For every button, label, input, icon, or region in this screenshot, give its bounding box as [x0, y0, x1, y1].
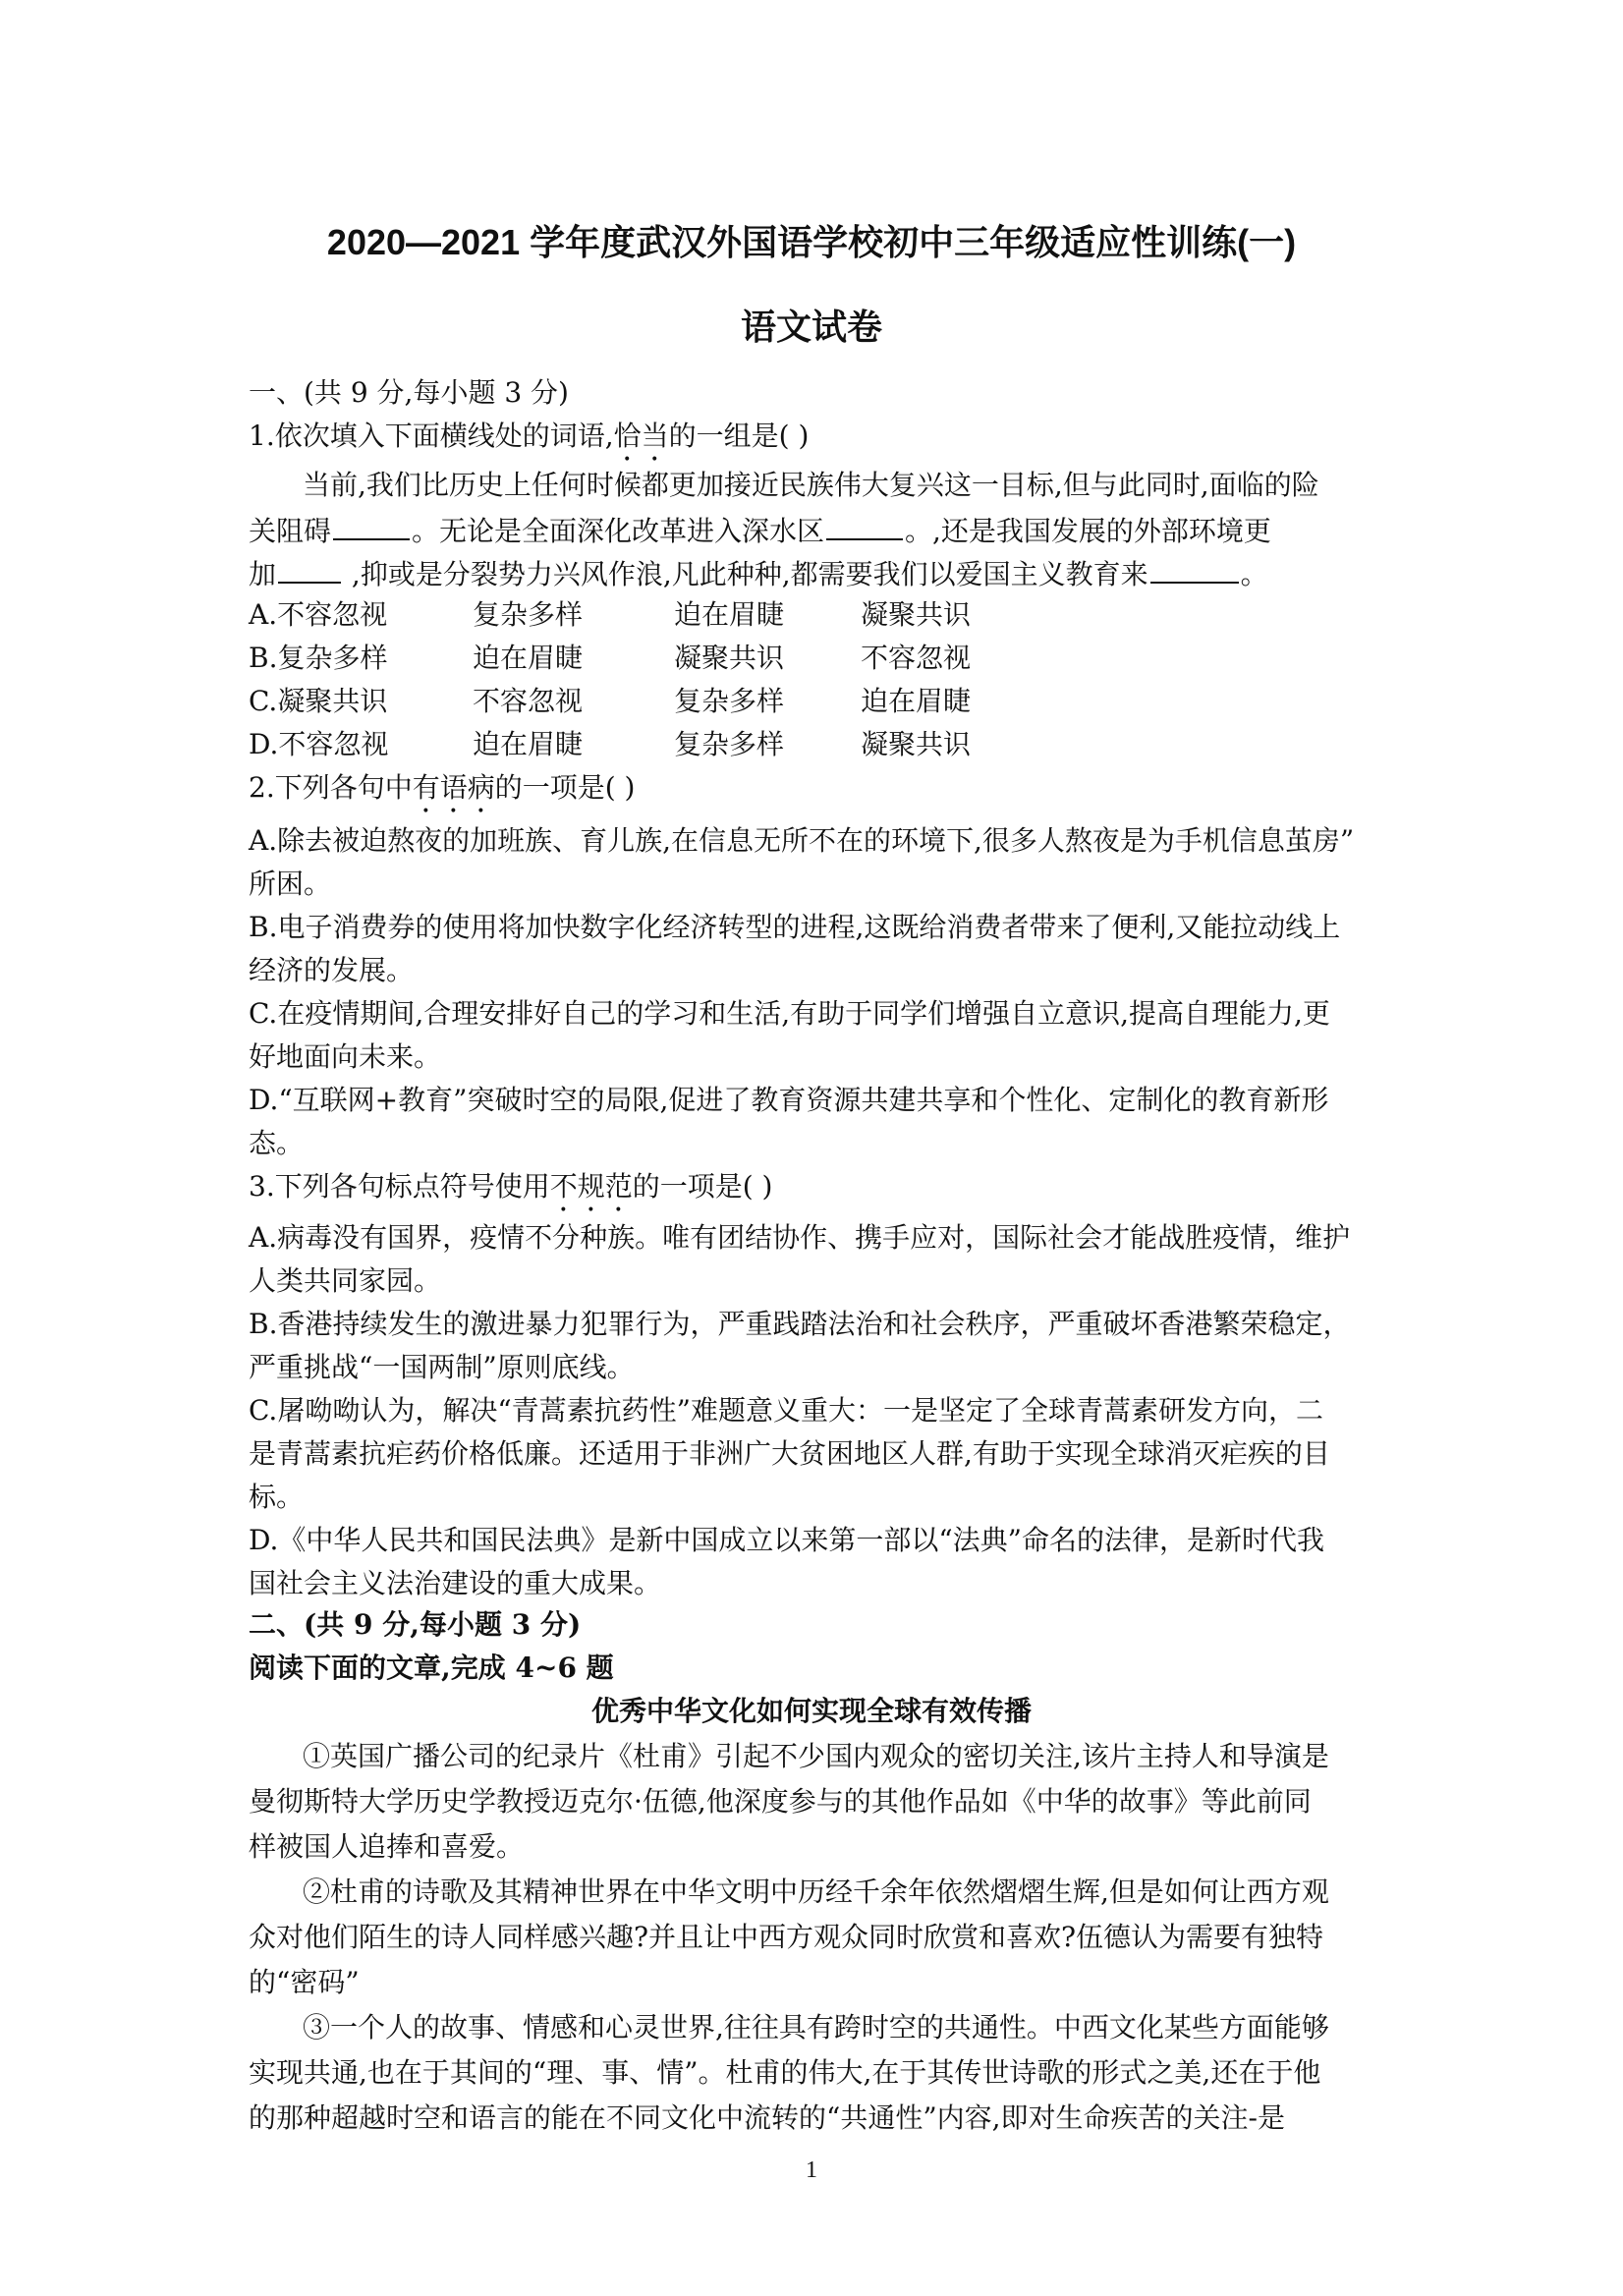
option-word: 凝聚共识	[861, 728, 972, 760]
page-title: 2020—2021 学年度武汉外国语学校初中三年级适应性训练(一)	[326, 222, 1297, 262]
question-2-stem	[249, 768, 1388, 819]
option-a	[249, 595, 1388, 635]
article-paragraph-line: 实现共通,也在于其间的“理、事、情”。杜甫的伟大,在于其传世诗歌的形式之美,还在于他	[249, 2056, 1321, 2089]
q3-option-d-line: 国社会主义法治建设的重大成果。	[249, 1567, 662, 1599]
passage-line	[249, 509, 1388, 551]
option-word: 复杂多样	[473, 598, 584, 631]
section-2-heading: 二、(共 9 分,每小题 3 分)	[249, 1608, 582, 1641]
option-label: C.凝聚共识	[249, 685, 388, 717]
option-word: 凝聚共识	[674, 642, 785, 674]
option-word: 迫在眉睫	[861, 685, 972, 717]
fill-blank-3	[278, 552, 341, 584]
article-paragraph-line: 众对他们陌生的诗人同样感兴趣?并且让中西方观众同时欣赏和喜欢?伍德认为需要有独特	[249, 1921, 1324, 1953]
stem-emphasis: 有语病	[412, 771, 495, 804]
passage-text: 。	[1240, 558, 1268, 590]
stem-text: 的一组是( )	[668, 420, 810, 452]
option-label: B.复杂多样	[249, 642, 388, 674]
article-paragraph-line: 样被国人追捧和喜爱。	[249, 1830, 525, 1863]
option-b	[249, 639, 1388, 678]
page-number: 1	[806, 2157, 817, 2183]
q3-option-b-line: 严重挑战“一国两制”原则底线。	[249, 1351, 635, 1383]
option-word: 不容忽视	[861, 642, 972, 674]
q2-option-b-line: B.电子消费券的使用将加快数字化经济转型的进程,这既给消费者带来了便利,又能拉动线上	[249, 911, 1341, 943]
stem-emphasis: 不规范	[549, 1170, 633, 1203]
passage-text: 关阻碍	[249, 515, 332, 547]
passage-line	[249, 552, 1388, 594]
option-label: A.不容忽视	[249, 598, 388, 631]
question-3-stem	[249, 1167, 1388, 1218]
stem-text: 的一项是( )	[494, 771, 636, 804]
passage-text: 加	[249, 558, 277, 590]
passage-text: 。,还是我国发展的外部环境更	[905, 515, 1271, 547]
option-word: 迫在眉睫	[473, 642, 584, 674]
q3-option-c-line: C.屠呦呦认为，解决“青蒿素抗药性”难题意义重大：一是坚定了全球青蒿素研发方向，二	[249, 1394, 1323, 1427]
q3-option-c-line: 是青蒿素抗疟药价格低廉。还适用于非洲广大贫困地区人群,有助于实现全球消灭疟疾的目	[249, 1437, 1330, 1470]
option-label: D.不容忽视	[249, 728, 389, 760]
question-1-stem	[249, 417, 1388, 468]
section-1-heading: 一、(共 9 分,每小题 3 分)	[249, 376, 569, 409]
q3-option-a-line: 人类共同家园。	[249, 1264, 442, 1297]
q2-option-c-line: 好地面向未来。	[249, 1040, 442, 1073]
q2-option-c-line: C.在疫情期间,合理安排好自己的学习和生活,有助于同学们增强自立意识,提高自理能力,更	[249, 997, 1330, 1030]
article-paragraph-line: 的那种超越时空和语言的能在不同文化中流转的“共通性”内容,即对生命疾苦的关注-是	[249, 2101, 1285, 2134]
passage-text: ,抑或是分裂势力兴风作浪,凡此种种,都需要我们以爱国主义教育来	[343, 558, 1148, 590]
q2-option-b-line: 经济的发展。	[249, 954, 415, 986]
stem-text: 的一项是( )	[632, 1170, 773, 1203]
option-word: 不容忽视	[473, 685, 584, 717]
article-paragraph-line: ②杜甫的诗歌及其精神世界在中华文明中历经千余年依然熠熠生辉,但是如何让西方观	[303, 1876, 1329, 1908]
option-word: 迫在眉睫	[674, 598, 785, 631]
fill-blank-2	[826, 509, 903, 540]
q2-option-d-line: D.“互联网+教育”突破时空的局限,促进了教育资源共建共享和个性化、定制化的教育新形	[249, 1084, 1329, 1116]
q3-option-a-line: A.病毒没有国界，疫情不分种族。唯有团结协作、携手应对，国际社会才能战胜疫情，维护	[249, 1221, 1351, 1254]
option-word: 凝聚共识	[861, 598, 972, 631]
passage-text: 。无论是全面深化改革进入深水区	[412, 515, 825, 547]
stem-text: 1.依次填入下面横线处的词语,	[249, 420, 614, 452]
stem-text: 2.下列各句中	[249, 771, 413, 804]
option-word: 迫在眉睫	[473, 728, 584, 760]
stem-emphasis: 恰当	[613, 420, 669, 452]
option-word: 复杂多样	[674, 685, 785, 717]
article-title: 优秀中华文化如何实现全球有效传播	[590, 1695, 1032, 1727]
article-paragraph-line: ①英国广播公司的纪录片《杜甫》引起不少国内观众的密切关注,该片主持人和导演是	[303, 1740, 1329, 1772]
section-2-instruction: 阅读下面的文章,完成 4~6 题	[249, 1652, 614, 1684]
q2-option-a-line: A.除去被迫熬夜的加班族、育儿族,在信息无所不在的环境下,很多人熬夜是为手机信息茧房”	[249, 824, 1355, 857]
fill-blank-4	[1150, 552, 1239, 584]
option-word: 复杂多样	[674, 728, 785, 760]
q3-option-d-line: D.《中华人民共和国民法典》是新中国成立以来第一部以“法典”命名的法律，是新时代我	[249, 1524, 1324, 1556]
article-paragraph-line: 的“密码”	[249, 1966, 360, 1998]
stem-text: 3.下列各句标点符号使用	[249, 1170, 550, 1203]
article-paragraph-line: ③一个人的故事、情感和心灵世界,往往具有跨时空的共通性。中西文化某些方面能够	[303, 2011, 1329, 2044]
passage-line: 当前,我们比历史上任何时候都更加接近民族伟大复兴这一目标,但与此同时,面临的险	[303, 469, 1319, 501]
article-paragraph-line: 曼彻斯特大学历史学教授迈克尔·伍德,他深度参与的其他作品如《中华的故事》等此前同	[249, 1785, 1312, 1818]
q3-option-c-line: 标。	[249, 1481, 305, 1513]
option-d	[249, 725, 1388, 764]
page-subtitle: 语文试卷	[740, 307, 882, 348]
q2-option-d-line: 态。	[249, 1127, 305, 1159]
option-c	[249, 682, 1388, 721]
q2-option-a-line: 所困。	[249, 868, 332, 900]
q3-option-b-line: B.香港持续发生的激进暴力犯罪行为，严重践踏法治和社会秩序，严重破坏香港繁荣稳定，	[249, 1308, 1351, 1340]
fill-blank-1	[333, 509, 410, 540]
